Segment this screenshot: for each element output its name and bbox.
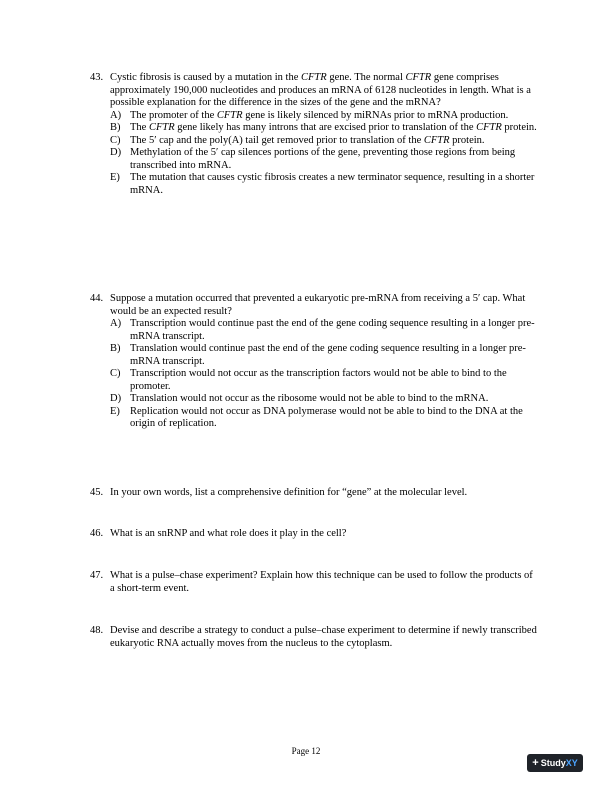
plus-icon: + <box>532 756 539 769</box>
option-text: Transcription would not occur as the transcription factors would not be able to bind to the promoter. <box>130 368 507 392</box>
option-letter: B) <box>110 343 121 354</box>
option-letter: C) <box>110 368 121 379</box>
option-a <box>110 110 540 123</box>
question-text: In your own words, list a comprehensive definition for “gene” at the molecular level. <box>110 487 468 498</box>
option-text: Translation would not occur as the ribosome would not be able to bind to the mRNA. <box>130 393 489 404</box>
question-44 <box>90 293 540 431</box>
question-number: 48. <box>90 625 104 636</box>
option-c <box>110 135 540 148</box>
badge-suffix: XY <box>565 757 578 768</box>
question-47 <box>90 570 540 595</box>
option-b <box>110 122 540 135</box>
option-text: The promoter of the CFTR gene is likely silenced by miRNAs prior to mRNA production. <box>130 109 509 121</box>
badge-prefix: Study <box>540 757 566 768</box>
question-43 <box>90 72 540 197</box>
option-letter: A) <box>110 318 122 329</box>
page-number: Page 12 <box>291 746 321 756</box>
option-letter: C) <box>110 134 121 146</box>
option-text: The 5′ cap and the poly(A) tail get removed prior to translation of the CFTR protein. <box>130 134 485 146</box>
option-e <box>110 172 540 197</box>
question-number: 47. <box>90 570 104 581</box>
question-text: What is an snRNP and what role does it play in the cell? <box>110 528 347 539</box>
question-48 <box>90 625 540 650</box>
option-letter: E) <box>110 172 120 183</box>
option-text: Methylation of the 5′ cap silences portions of the gene, preventing those regions from being transcribed into mRNA. <box>130 147 516 171</box>
option-letter: D) <box>110 393 122 404</box>
option-d <box>110 393 540 406</box>
option-a <box>110 318 540 343</box>
question-number: 46. <box>90 528 104 539</box>
option-e <box>110 406 540 431</box>
option-letter: A) <box>110 109 122 121</box>
question-number: 45. <box>90 487 104 498</box>
question-text: Devise and describe a strategy to conduct a pulse–chase experiment to determine if newly transcribed eukaryotic RNA actually moves from the nucleus to the cytoplasm. <box>110 625 537 649</box>
question-45 <box>90 487 540 500</box>
option-c <box>110 368 540 393</box>
option-letter: D) <box>110 147 122 158</box>
option-text: Transcription would continue past the end of the gene coding sequence resulting in a longer pre-mRNA transcript. <box>130 318 535 342</box>
question-number: 44. <box>90 293 104 304</box>
question-text: Cystic fibrosis is caused by a mutation in the CFTR gene. The normal CFTR gene comprises approximately 190,000 nucleotides and produces an mRNA of 6128 nucleotides in length. What is a possible explanation for the difference in the sizes of the gene and the mRNA? <box>110 72 531 108</box>
question-46 <box>90 528 540 541</box>
studyxy-badge[interactable] <box>527 754 583 772</box>
option-text: Translation would continue past the end of the gene coding sequence resulting in a longer pre-mRNA transcript. <box>130 343 526 367</box>
option-letter: B) <box>110 122 121 133</box>
question-number: 43. <box>90 72 104 83</box>
option-text: The CFTR gene likely has many introns that are excised prior to translation of the CFTR protein. <box>130 122 537 133</box>
option-text: Replication would not occur as DNA polymerase would not be able to bind to the DNA at the origin of replication. <box>130 405 523 429</box>
option-text: The mutation that causes cystic fibrosis creates a new terminator sequence, resulting in a shorter mRNA. <box>130 172 535 196</box>
question-text: What is a pulse–chase experiment? Explain how this technique can be used to follow the products of a short-term event. <box>110 570 533 594</box>
option-b <box>110 343 540 368</box>
question-text: Suppose a mutation occurred that prevented a eukaryotic pre-mRNA from receiving a 5′ cap. What would be an expected result? <box>110 293 526 317</box>
option-d <box>110 147 540 172</box>
option-letter: E) <box>110 405 120 417</box>
